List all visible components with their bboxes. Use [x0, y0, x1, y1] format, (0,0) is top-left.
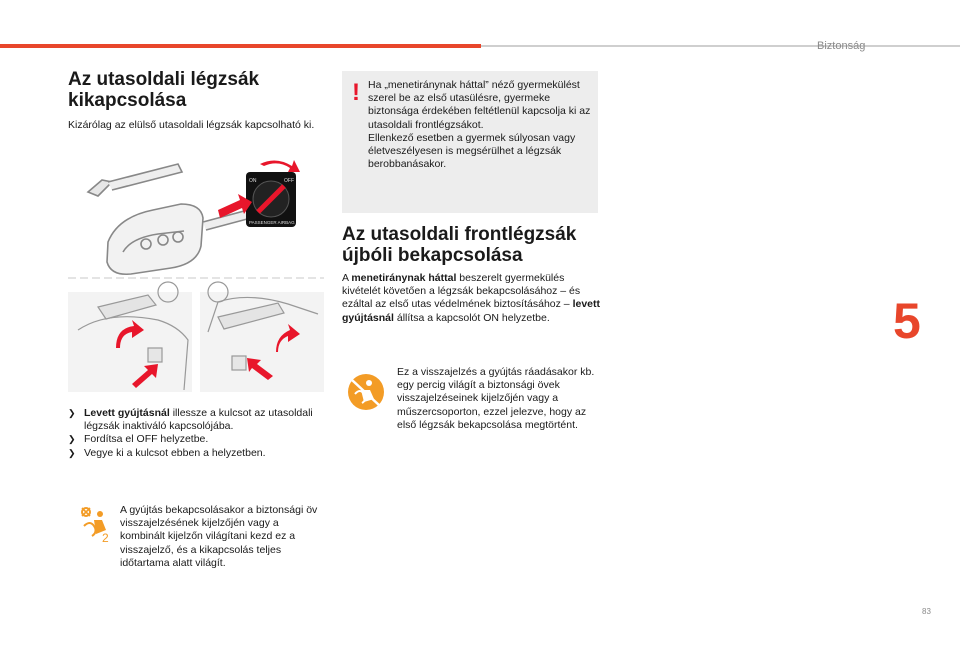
right-section-title [342, 224, 602, 266]
switch-icon [246, 172, 296, 227]
chapter-number: 5 [893, 293, 921, 349]
warning-text [368, 79, 596, 171]
page-number: 83 [922, 607, 931, 616]
warning-box [342, 71, 598, 213]
para-text: beszerelt gyermekülés kivételét követően a légzsák bekapcsolásához – és ezáltal az első utas védelmének biztosításához – [342, 272, 581, 311]
key-icon [88, 164, 251, 274]
exclamation-icon: ! [352, 79, 360, 106]
section-name: Biztonság [817, 40, 866, 52]
airbag-off-note-text: A gyújtás bekapcsolásakor a biztonsági öv visszajelzésének kijelzőjén vagy a kombinált kijelzőn világítani kezd ez a visszajelző, és a kikapcsolás teljes időtartama alatt világít. [120, 504, 318, 569]
left-intro: Kizárólag az elülső utasoldali légzsák kapcsolható ki. [68, 119, 315, 131]
header-accent-bar [0, 44, 481, 48]
switch-label: PASSENGER AIRBAG [249, 220, 295, 225]
para-text: állítsa a kapcsolót ON helyzetbe. [393, 311, 550, 324]
bullet-text: Vegye ki a kulcsot ebben a helyzetben. [84, 446, 266, 459]
airbag-switch-illustration [68, 152, 324, 398]
para-text: A [342, 272, 352, 284]
right-title-line2: újbóli bekapcsolása [342, 245, 523, 266]
warning-text-line1: Ha „menetiránynak háttal” néző gyermekülést szerel be az első utasülésre, gyermeke biztonsága érdekében feltétlenül kapcsolja ki az utasoldali frontlégzsákot. [368, 79, 591, 131]
bullet-text: illessze a kulcsot az utasoldali légzsák inaktiváló kapcsolójába. [84, 407, 313, 433]
bullet-mark-icon: ❯ [68, 447, 76, 458]
list-item [68, 433, 328, 446]
dashboard-left-view [68, 282, 192, 392]
right-title-line1: Az utasoldali frontlégzsák [342, 224, 577, 245]
rotate-arrow-icon [260, 160, 300, 172]
airbag-on-note-text: Ez a visszajelzés a gyújtás ráadásakor kb. egy percig világít a biztonsági övek visszajelzéseinek kijelzőjén vagy a műszercsoporton, ezzel jelezve, hogy az első légzsák bekapcsolása megtörtént. [397, 366, 595, 431]
svg-text:2: 2 [102, 531, 109, 544]
switch-mark-on: ON [249, 178, 257, 184]
left-title-line1: Az utasoldali légzsák [68, 69, 260, 90]
left-title-line2: kikapcsolása [68, 90, 187, 111]
list-item [68, 447, 328, 460]
instruction-list [68, 407, 328, 460]
para-bold: menetiránynak háttal [351, 272, 457, 284]
bullet-text: Fordítsa el OFF helyzetbe. [84, 433, 209, 446]
left-section-title [68, 69, 308, 111]
bullet-bold: Levett gyújtásnál [84, 407, 170, 419]
header-rule [481, 45, 960, 47]
warning-text-line2: Ellenkező esetben a gyermek súlyosan vagy életveszélyesen is megsérülhet a légzsák berobbanásakor. [368, 131, 576, 171]
bullet-mark-icon: ❯ [68, 434, 76, 445]
airbag-off-warning-icon [76, 504, 116, 544]
para-bold: levett gyújtásnál [342, 298, 600, 324]
bullet-mark-icon: ❯ [68, 408, 76, 418]
list-item [68, 407, 328, 433]
switch-mark-off: OFF [284, 178, 294, 184]
reactivation-paragraph [342, 272, 604, 325]
airbag-indicator-icon [346, 372, 386, 412]
